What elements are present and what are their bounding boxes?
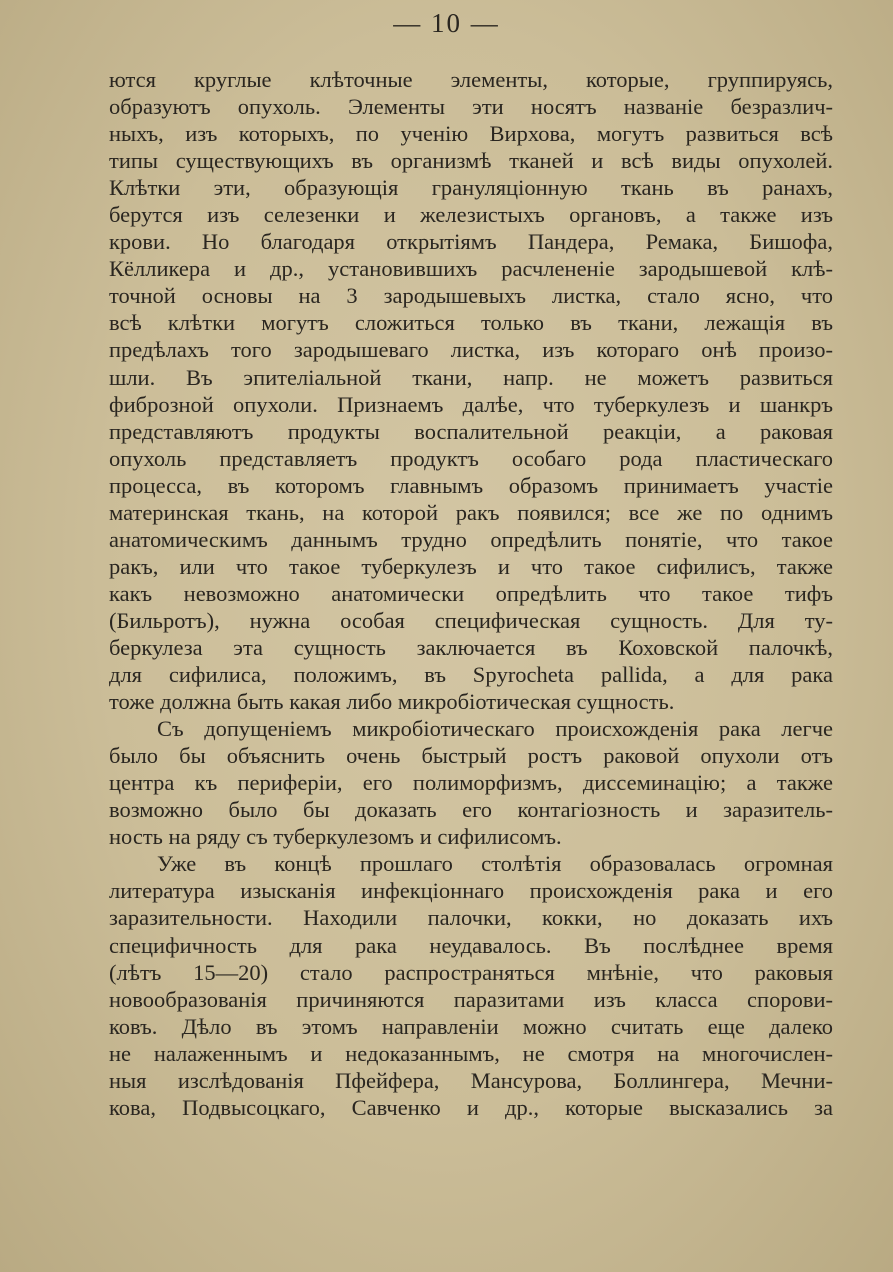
text-line: анатомическимъ даннымъ трудно опредѣлить понятіе, что такое [109, 526, 833, 552]
text-line: образуютъ опухоль. Элементы эти носятъ названіе безразлич- [109, 94, 833, 120]
text-line: Кёлликера и др., установившихъ расчлененіе зародышевой клѣ- [109, 256, 833, 282]
text-line: (лѣтъ 15—20) стало распространяться мнѣніе, что раковыя [109, 959, 833, 985]
text-line: фиброзной опухоли. Признаемъ далѣе, что туберкулезъ и шанкръ [109, 391, 833, 417]
text-line: ныя изслѣдованія Пфейфера, Мансурова, Боллингера, Мечни- [109, 1067, 833, 1093]
text-line: типы существующихъ въ организмѣ тканей и всѣ виды опухолей. [109, 148, 833, 174]
text-line: для сифилиса, положимъ, въ Spyrochеta pallida, а для рака [109, 662, 833, 688]
text-line: шли. Въ эпителіальной ткани, напр. не можетъ развиться [109, 364, 833, 390]
text-line: возможно было бы доказать его контагіозность и заразитель- [109, 797, 833, 823]
text-line: процесса, въ которомъ главнымъ образомъ принимаетъ участіе [109, 472, 833, 498]
text-line: материнская ткань, на которой ракъ появился; все же по однимъ [109, 499, 833, 525]
text-line: специфичность для рака неудавалось. Въ послѣднее время [109, 932, 833, 958]
text-line: Уже въ концѣ прошлаго столѣтія образовалась огромная [157, 851, 833, 877]
text-line: ются круглые клѣточные элементы, которые, группируясь, [109, 67, 833, 92]
text-line: Съ допущеніемъ микробіотическаго происхожденія рака легче [157, 716, 833, 742]
text-line: новообразованія причиняются паразитами изъ класса спорови- [109, 986, 833, 1012]
text-line: Клѣтки эти, образующія грануляціонную ткань въ ранахъ, [109, 175, 833, 201]
text-line: какъ невозможно анатомически опредѣлить что такое тифъ [109, 580, 833, 606]
text-line: ныхъ, изъ которыхъ, по ученію Вирхова, могутъ развиться всѣ [109, 121, 833, 147]
text-line: ность на ряду съ туберкулезомъ и сифилисомъ. [109, 824, 562, 850]
text-line: точной основы на 3 зародышевыхъ листка, стало ясно, что [109, 283, 833, 309]
text-line: ковъ. Дѣло въ этомъ направленіи можно считать еще далеко [109, 1013, 833, 1039]
text-line: опухоль представляетъ продуктъ особаго рода пластическаго [109, 445, 833, 471]
text-line: всѣ клѣтки могутъ сложиться только въ ткани, лежащія въ [109, 310, 833, 336]
text-line: предѣлахъ того зародышеваго листка, изъ котораго онѣ произо- [109, 337, 833, 363]
text-line: тоже должна быть какая либо микробіотическая сущность. [109, 689, 675, 715]
text-line: (Бильротъ), нужна особая специфическая сущность. Для ту- [109, 607, 833, 633]
text-line: крови. Но благодаря открытіямъ Пандера, Ремака, Бишофа, [109, 229, 833, 255]
page-number: — 10 — [393, 8, 500, 38]
text-line: ракъ, или что такое туберкулезъ и что такое сифилисъ, также [109, 553, 833, 579]
text-line: не налаженнымъ и недоказаннымъ, не смотря на многочислен- [109, 1040, 833, 1066]
text-line: беркулеза эта сущность заключается въ Коховской палочкѣ, [109, 634, 833, 660]
text-line: представляютъ продукты воспалительной реакціи, а раковая [109, 418, 833, 444]
text-line: заразительности. Находили палочки, кокки, но доказать ихъ [109, 905, 833, 931]
text-line: кова, Подвысоцкаго, Савченко и др., которые высказались за [109, 1094, 833, 1120]
body-text [109, 66, 833, 1121]
text-line: берутся изъ селезенки и железистыхъ органовъ, а также изъ [109, 202, 833, 228]
text-line: было бы объяснить очень быстрый ростъ раковой опухоли отъ [109, 743, 833, 769]
text-line: центра къ периферіи, его полиморфизмъ, диссеминацію; а также [109, 770, 833, 796]
text-line: литература изысканія инфекціоннаго происхожденія рака и его [109, 878, 833, 904]
